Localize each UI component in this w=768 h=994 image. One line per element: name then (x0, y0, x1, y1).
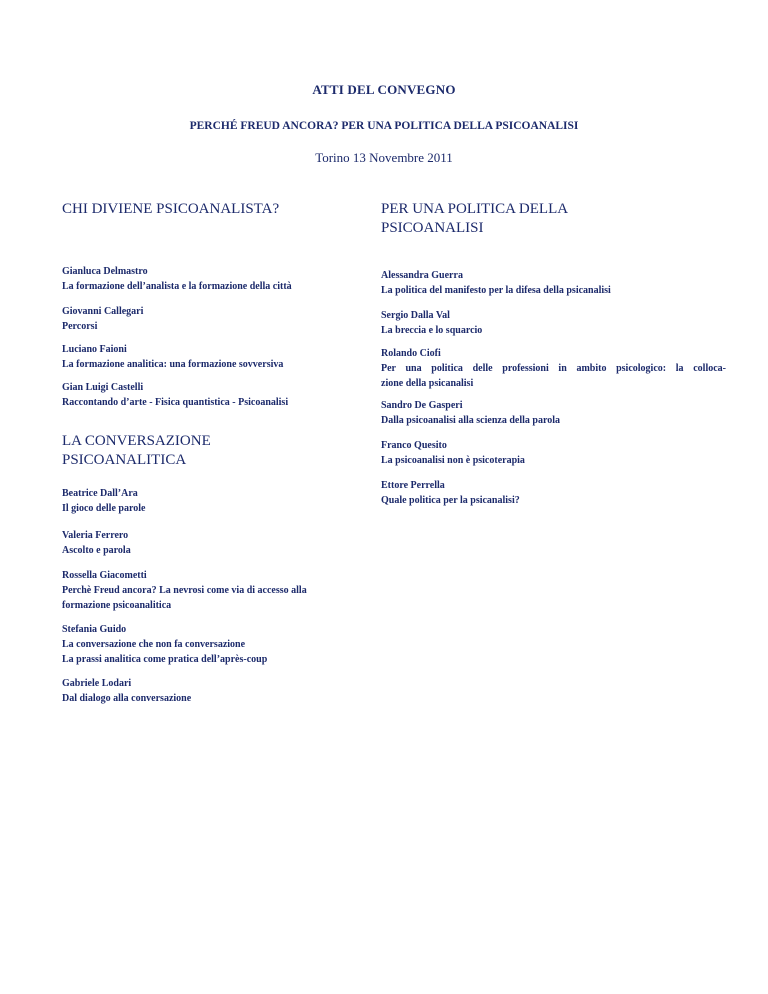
paper-title: La psicoanalisi non è psicoterapia (381, 455, 525, 466)
paper-title: formazione psicoanalitica (62, 600, 172, 611)
author-name: Rossella Giacometti (62, 570, 147, 581)
section-title: CHI DIVIENE PSICOANALISTA? (62, 201, 280, 217)
list-item (381, 478, 520, 508)
conference-title: PERCHÉ FREUD ANCORA? PER UNA POLITICA DELLA PSICOANALISI (189, 120, 579, 132)
conference-date: Torino 13 Novembre 2011 (315, 150, 453, 165)
section-title-line: PER UNA POLITICA DELLA (381, 201, 569, 217)
list-item (62, 676, 191, 706)
list-item (381, 308, 482, 338)
paper-title: Quale politica per la psicanalisi? (381, 495, 520, 506)
paper-title: Perchè Freud ancora? La nevrosi come via di accesso alla (62, 585, 307, 596)
paper-title: La conversazione che non fa conversazione (62, 639, 246, 650)
paper-title: La formazione analitica: una formazione sovversiva (62, 359, 284, 370)
list-item (381, 398, 560, 428)
section-title-line: LA CONVERSAZIONE (62, 433, 211, 449)
list-item (381, 268, 611, 298)
list-item (62, 486, 145, 516)
list-item (381, 438, 525, 468)
author-name: Giovanni Callegari (62, 306, 144, 317)
author-name: Stefania Guido (62, 624, 127, 635)
author-name: Franco Quesito (381, 440, 447, 451)
paper-title: Dal dialogo alla conversazione (62, 693, 192, 704)
list-item (62, 342, 283, 372)
paper-title: Raccontando d’arte - Fisica quantistica - Psicoanalisi (62, 397, 289, 408)
list-item (62, 304, 143, 334)
author-name: Valeria Ferrero (62, 530, 129, 541)
list-item (62, 568, 307, 613)
author-name: Luciano Faioni (62, 344, 127, 355)
paper-title: La formazione dell’analista e la formazione della città (62, 281, 292, 292)
author-name: Gian Luigi Castelli (62, 382, 144, 393)
paper-title: La politica del manifesto per la difesa della psicanalisi (381, 285, 611, 296)
paper-title: La prassi analitica come pratica dell’après-coup (62, 654, 268, 665)
document-title: ATTI DEL CONVEGNO (312, 82, 456, 97)
list-item (62, 528, 131, 558)
paper-title: Ascolto e parola (62, 545, 131, 556)
author-name: Alessandra Guerra (381, 270, 463, 281)
list-item (62, 264, 292, 294)
paper-title: Il gioco delle parole (62, 503, 146, 514)
list-item (62, 380, 288, 410)
author-name: Rolando Ciofi (381, 348, 441, 359)
paper-title: Per una politica delle professioni in ambito psicologico: la colloca- (381, 363, 726, 374)
section-title-line: PSICOANALITICA (62, 452, 187, 468)
paper-title: Dalla psicoanalisi alla scienza della parola (381, 415, 560, 426)
author-name: Sandro De Gasperi (381, 400, 463, 411)
paper-title: Percorsi (62, 321, 98, 332)
author-name: Gianluca Delmastro (62, 266, 148, 277)
author-name: Sergio Dalla Val (381, 310, 450, 321)
paper-title: La breccia e lo squarcio (381, 325, 483, 336)
paper-title: zione della psicanalisi (381, 378, 474, 389)
author-name: Beatrice Dall’Ara (62, 488, 138, 499)
author-name: Gabriele Lodari (62, 678, 132, 689)
section-title-line: PSICOANALISI (381, 220, 484, 236)
section-title (381, 200, 568, 238)
author-name: Ettore Perrella (381, 480, 445, 491)
list-item (62, 622, 267, 667)
list-item (381, 346, 726, 391)
section-title (62, 432, 211, 470)
